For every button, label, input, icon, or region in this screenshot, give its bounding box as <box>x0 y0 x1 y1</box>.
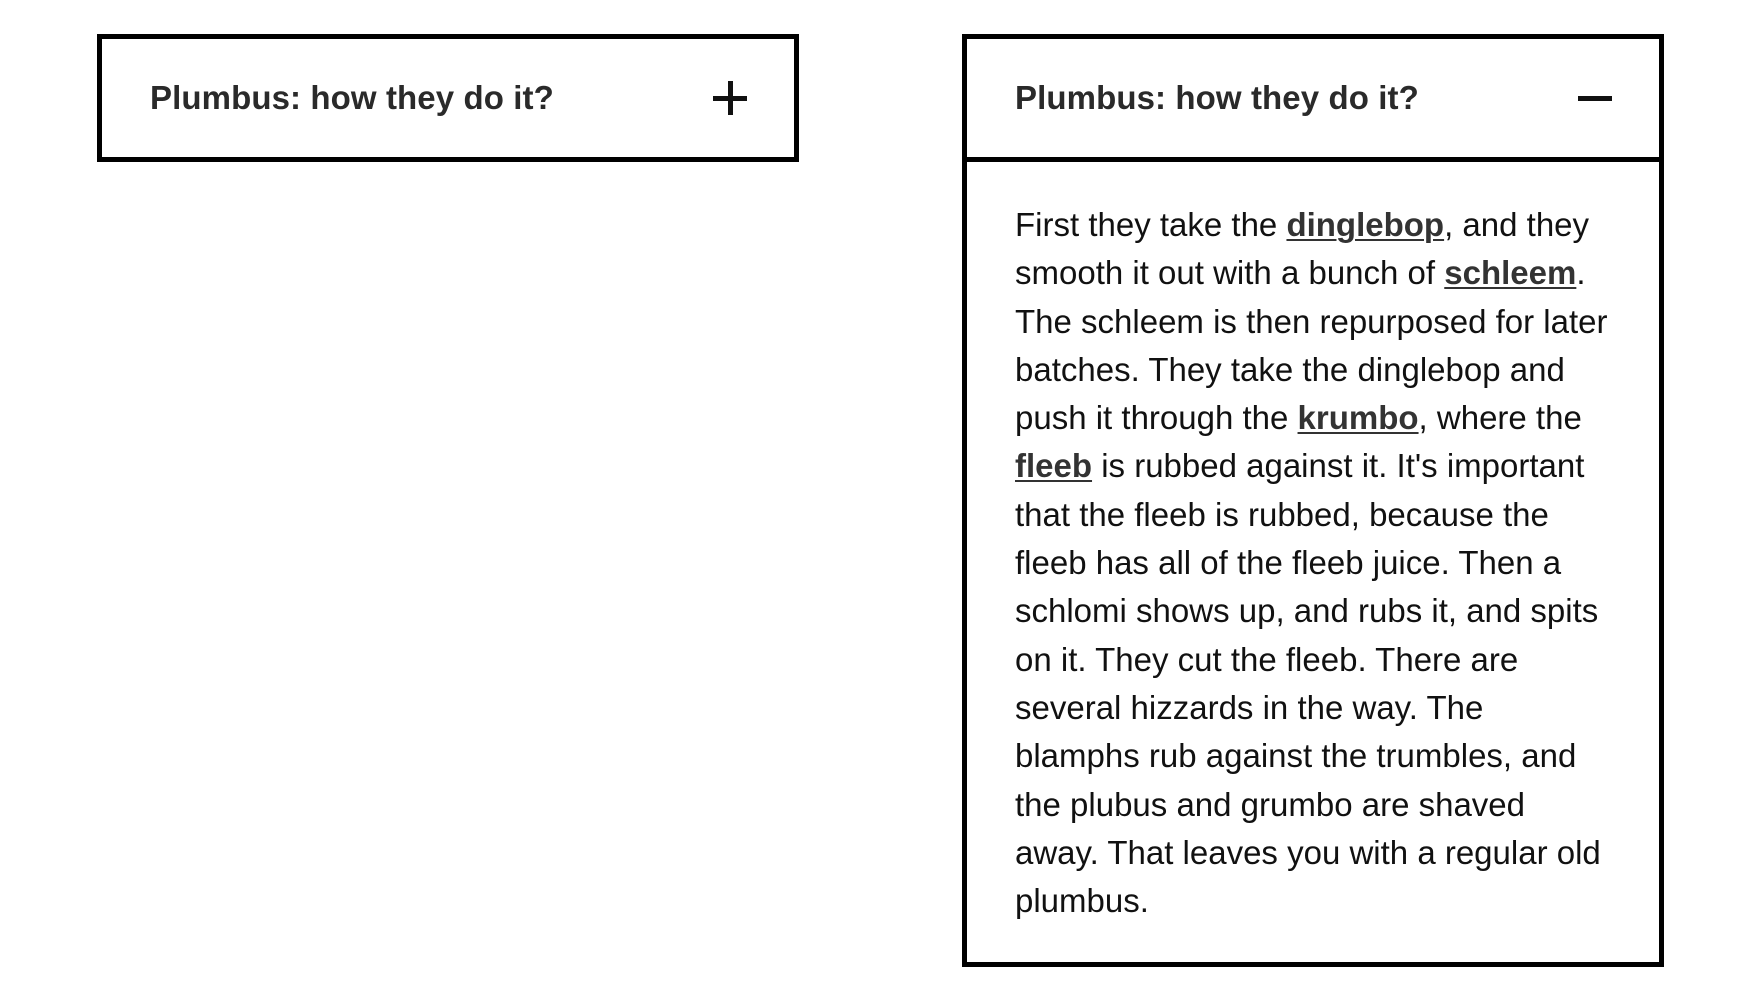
link-fleeb[interactable]: fleeb <box>1015 447 1093 485</box>
accordion-collapsed <box>97 34 799 162</box>
link-schleem[interactable]: schleem <box>1444 254 1577 292</box>
minus-icon-bar <box>1578 96 1612 101</box>
accordion-body-text <box>1015 201 1611 925</box>
accordion-title: Plumbus: how they do it? <box>1015 79 1419 116</box>
plus-icon[interactable] <box>713 81 747 115</box>
accordion-panel <box>967 157 1659 962</box>
plus-icon-vertical-bar <box>728 81 733 115</box>
accordion-header[interactable] <box>967 39 1659 157</box>
link-krumbo[interactable]: krumbo <box>1297 399 1419 437</box>
accordion-expanded <box>962 34 1664 967</box>
minus-icon[interactable] <box>1578 81 1612 115</box>
accordion-header[interactable] <box>102 39 794 157</box>
body-text-segment: , where the <box>1418 399 1582 437</box>
link-dinglebop[interactable]: dinglebop <box>1286 206 1445 243</box>
body-text-segment: , and they smooth it out with a bunch of <box>1015 206 1590 292</box>
body-text-segment: . The schleem is then repurposed for later batches. They take the dinglebop and push it through the <box>1015 254 1608 437</box>
body-text-segment: is rubbed against it. It's important that the fleeb is rubbed, because the fleeb has all of the fleeb juice. Then a schlomi shows up, and rubs it, and spits on it. They cut the fleeb. There are several hizzards in the way. The blamphs rub against the trumbles, and the plubus and grumbo are shaved away. That leaves you with a regular old plumbus. <box>1015 447 1601 920</box>
body-text-segment: First they take the <box>1015 206 1287 243</box>
accordion-title: Plumbus: how they do it? <box>150 79 554 116</box>
